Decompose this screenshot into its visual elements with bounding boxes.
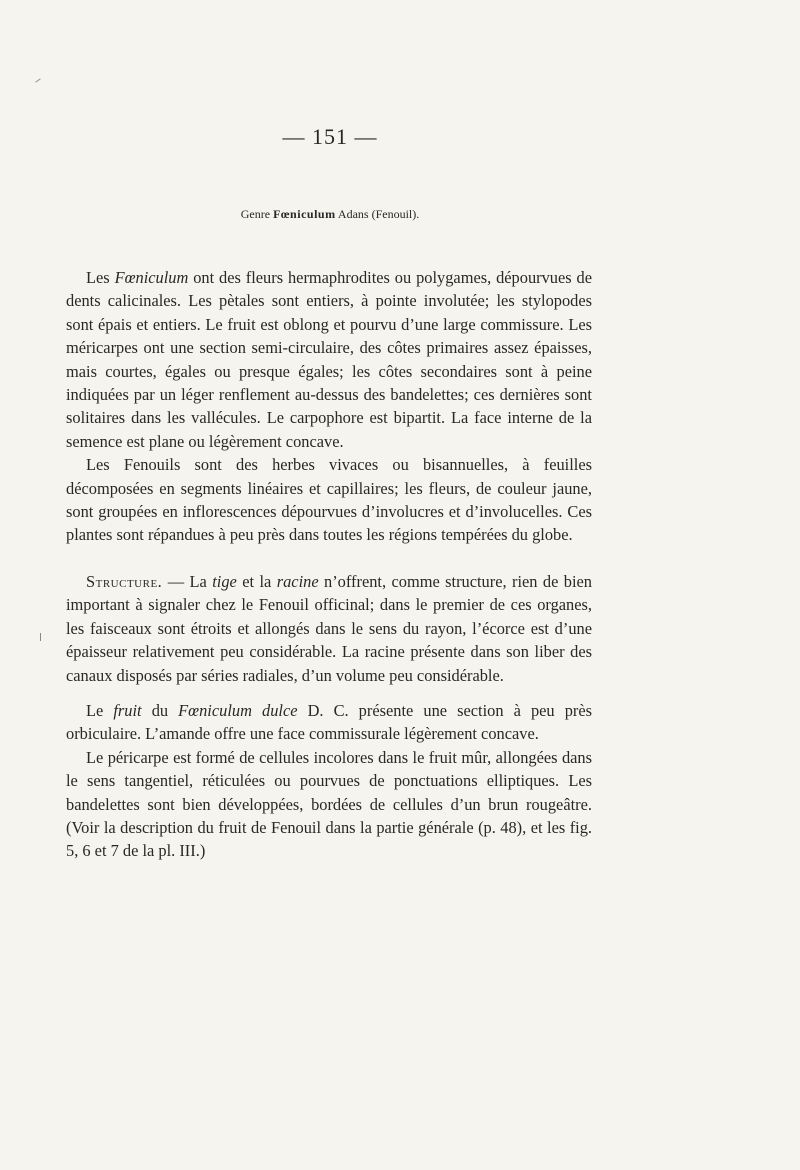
body-text bbox=[66, 266, 592, 863]
text-run: D. C. présente une section à peu près orbiculaire. L’amande offre une face commissurale légèrement concave. bbox=[66, 700, 593, 744]
paragraph-structure bbox=[66, 570, 592, 687]
italic-genus-name: Fœniculum bbox=[114, 268, 189, 287]
text-run: et la bbox=[236, 571, 277, 591]
paragraph-pericarp: Le péricarpe est formé de cellules incolores dans le fruit mûr, allongées dans le sens tangentiel, réticulées ou pourvues de ponctuations elliptiques. Les bandelettes sont bien développées, bordées de cellules d’un brun rougeâtre. (Voir la description du fruit de Fenouil dans la partie générale (p. 48), et les fig. 5, 6 et 7 de la pl. III.) bbox=[66, 747, 592, 861]
section-label-structure: Structure. bbox=[86, 571, 163, 591]
text-run: Le bbox=[86, 700, 114, 720]
genus-suffix: Adans (Fenouil). bbox=[337, 207, 420, 221]
italic-term: fruit bbox=[113, 700, 142, 720]
paragraph-genus-description bbox=[66, 266, 592, 453]
genus-prefix: Genre bbox=[240, 207, 271, 221]
paragraph-habit: Les Fenouils sont des herbes vivaces ou bisannuelles, à feuilles décomposées en segments linéaires et capillaires; les fleurs, de couleur jaune, sont groupées en inflorescences dépourvues d’involucres et d’involucelles. Ces plantes sont répandues à peu près dans toutes les régions tempérées du globe. bbox=[66, 455, 592, 545]
page-corner-mark bbox=[35, 78, 40, 82]
italic-term: tige bbox=[212, 571, 237, 591]
genus-name: Fœniculum bbox=[273, 207, 336, 221]
page-number: — 151 — bbox=[282, 124, 378, 149]
text-run: — La bbox=[162, 571, 213, 591]
italic-term: racine bbox=[276, 571, 319, 591]
margin-mark bbox=[40, 633, 41, 641]
genus-heading bbox=[0, 207, 660, 222]
paragraph-fruit bbox=[66, 699, 592, 746]
text-run: Les bbox=[86, 268, 115, 287]
italic-species-name: Fœniculum dulce bbox=[178, 700, 298, 720]
text-run: n’offrent, comme structure, rien de bien important à signaler chez le Fenouil officinal; dans le premier de ces organes, les faisceaux sont étroits et allongés dans le sens du rayon, l’écorce est d’une épaisseur relativement peu considérable. La racine présente dans son liber des canaux disposés par séries radiales, d’un volume peu considérable. bbox=[66, 571, 592, 685]
text-run: du bbox=[141, 700, 179, 720]
text-run: ont des fleurs hermaphrodites ou polygames, dépourvues de dents calicinales. Les pètales sont entiers, à pointe involutée; les stylopodes sont épais et entiers. Le fruit est oblong et pourvu d’une large commissure. Les méricarpes ont une section semi-circulaire, des côtes primaires assez épaisses, mais courtes, égales ou presque égales; les côtes secondaires sont à peine indiquées par un léger renflement au-dessus des bandelettes; ces dernières sont solitaires dans les vallécules. Le carpophore est bipartit. La face interne de la semence est plane ou légèrement concave. bbox=[66, 268, 592, 451]
